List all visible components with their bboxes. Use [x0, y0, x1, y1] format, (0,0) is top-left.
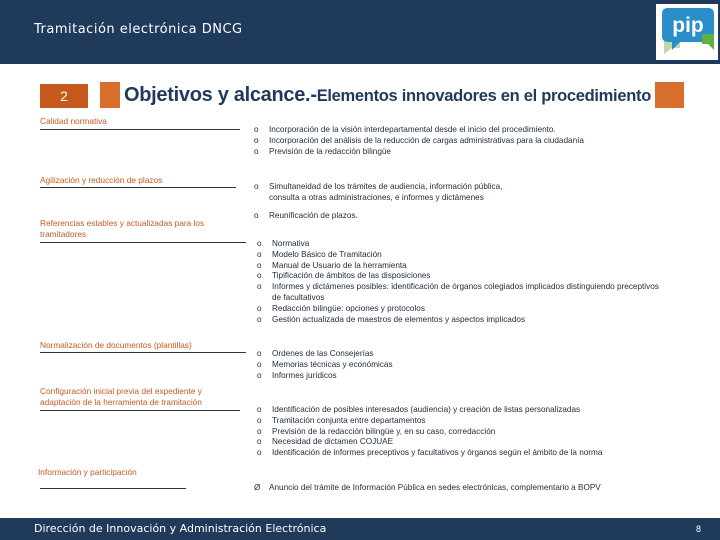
bullet-icon: o — [257, 370, 262, 380]
bullet-icon: o — [254, 125, 259, 134]
bullet-icon: o — [257, 415, 262, 425]
section-title — [120, 82, 655, 109]
label-normalizacion: Normalización de documentos (plantillas) — [40, 340, 192, 350]
section-number: 2 — [40, 84, 88, 108]
bullet-group-calidad — [254, 125, 674, 157]
header-title: Tramitación electrónica DNCG — [34, 22, 243, 37]
divider — [40, 352, 246, 353]
divider — [40, 129, 240, 130]
label-agilizacion: Agilización y reducción de plazos — [40, 175, 163, 185]
bullet-icon: o — [257, 349, 262, 358]
bullet-group-normalizacion — [257, 349, 667, 381]
bullet-icon: o — [254, 146, 259, 156]
list-item: o Informes jurídicos — [257, 370, 337, 380]
list-item: o Identificación de posibles interesados (audiencia) y creación de listas personalizadas — [257, 405, 581, 414]
list-item: o Redacción bilingüe: opciones y protocolos — [257, 303, 425, 313]
bullet-icon: o — [257, 437, 262, 447]
bullet-icon: o — [257, 314, 262, 324]
list-item: o Simultaneidad de los trámites de audiencia, información pública, consulta a otras administraciones, e informes y dictámenes — [254, 182, 503, 202]
page-number: 8 — [696, 524, 702, 534]
divider — [40, 187, 236, 188]
bullet-icon: o — [257, 239, 262, 248]
bullet-group-referencias — [257, 239, 667, 325]
arrow-bullet-icon: Ø — [254, 483, 261, 492]
list-item: o Informes y dictámenes posibles: identificación de órganos colegiados implicados distinguiendo preceptivos de facultativos — [257, 282, 659, 302]
bullet-icon: o — [254, 211, 259, 220]
bullet-icon: o — [257, 426, 262, 436]
bullet-icon: o — [257, 282, 262, 292]
bullet-icon: o — [257, 260, 262, 270]
bullet-group-agilizacion — [254, 182, 519, 204]
pip-logo — [656, 4, 718, 60]
bullet-icon: o — [257, 405, 262, 414]
list-item: o Necesidad de dictamen COJUAE — [257, 437, 394, 447]
list-item: o Ordenes de las Consejerías — [257, 349, 374, 358]
footer-text: Dirección de Innovación y Administración Electrónica — [34, 522, 327, 535]
list-item: o Previsión de la redacción bilingüe — [254, 146, 391, 156]
list-item: o Gestión actualizada de maestros de elementos y aspectos implicados — [257, 314, 526, 324]
bullet-icon: o — [257, 249, 262, 259]
list-item: o Identificación de informes preceptivos y facultativos y órganos según el ámbito de la norma — [257, 448, 603, 458]
divider — [40, 242, 246, 243]
list-item: o Memorias técnicas y económicas — [257, 359, 393, 369]
label-calidad-normativa: Calidad normativa — [40, 116, 107, 126]
section-title-sub: Elementos innovadores en el procedimiento — [316, 87, 651, 105]
bullet-group-configuracion — [257, 405, 677, 459]
label-informacion: Información y participación — [38, 467, 137, 477]
label-referencias: Referencias estables y actualizadas para los tramitadores — [40, 218, 205, 239]
list-item: o Incorporación de la visión interdepartamental desde el inicio del procedimiento. — [254, 125, 556, 134]
bullet-group-informacion — [254, 483, 684, 494]
list-item: Ø Anuncio del trámite de Información Pública en sedes electrónicas, complementario a BOPV — [254, 483, 601, 492]
list-item: o Normativa — [257, 239, 310, 248]
bullet-icon: o — [257, 359, 262, 369]
bullet-icon: o — [254, 135, 259, 145]
list-item: o Reunificación de plazos. — [254, 211, 358, 220]
list-item: o Tramitación conjunta entre departamentos — [257, 415, 426, 425]
list-item: o Manual de Usuario de la herramienta — [257, 260, 407, 270]
logo-text: pip — [672, 14, 704, 37]
label-configuracion: Configuración inicial previa del expediente y adaptación de la herramienta de tramitación — [40, 386, 202, 407]
bullet-icon: o — [257, 448, 262, 458]
list-item: o Modelo Básico de Tramitación — [257, 249, 382, 259]
divider — [40, 410, 240, 411]
divider — [40, 488, 186, 489]
bullet-icon: o — [254, 182, 259, 191]
list-item: o Previsión de la redacción bilingüe y, en su caso, corredacción — [257, 426, 496, 436]
list-item: o Incorporación del análisis de la reducción de cargas administrativas para la ciudadanía — [254, 135, 584, 145]
list-item: o Tipificación de ámbitos de las disposiciones — [257, 271, 431, 281]
bullet-icon: o — [257, 271, 262, 281]
bullet-group-plazos — [254, 211, 674, 222]
bullet-icon: o — [257, 303, 262, 313]
section-title-main: Objetivos y alcance.- — [124, 84, 317, 106]
